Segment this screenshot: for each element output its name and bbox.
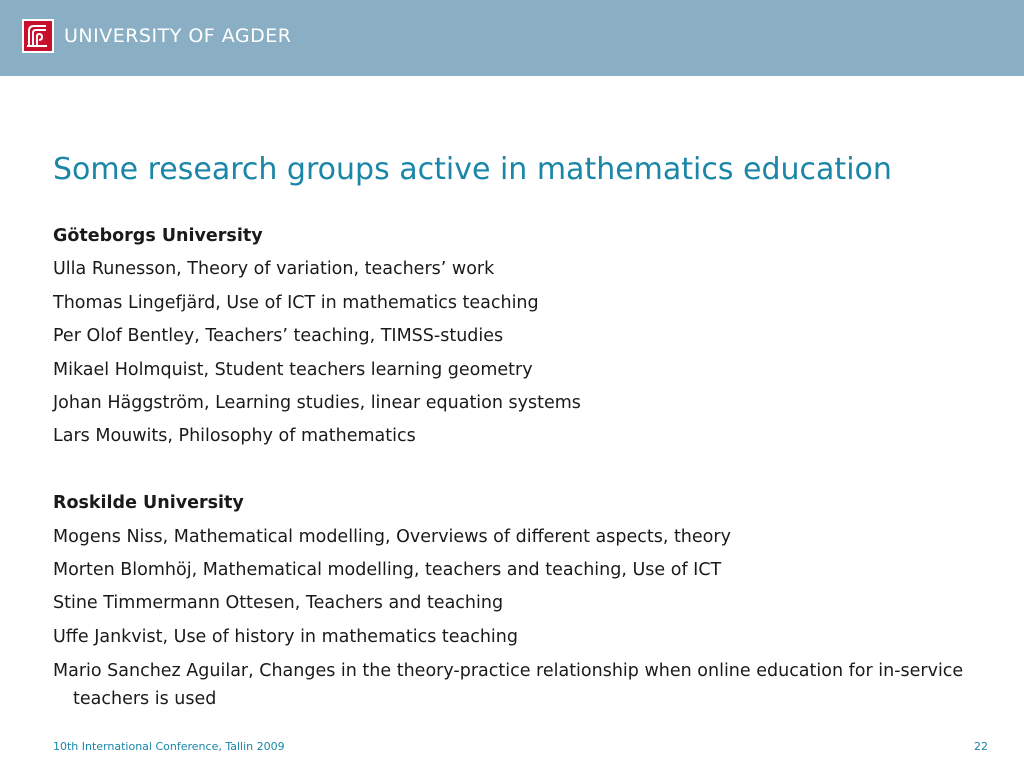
list-item: Lars Mouwits, Philosophy of mathematics — [53, 426, 416, 447]
research-group-goteborg — [53, 220, 1003, 454]
group-heading: Roskilde University — [53, 493, 244, 514]
list-item: Mario Sanchez Aguilar, Changes in the theory-practice relationship when online education for in-service teachers is used — [53, 661, 964, 710]
header-bar — [0, 0, 1024, 76]
university-logo — [22, 19, 292, 53]
list-item: Per Olof Bentley, Teachers’ teaching, TIMSS-studies — [53, 326, 504, 347]
footer-conference: 10th International Conference, Tallin 2009 — [53, 740, 285, 753]
list-item: Morten Blomhöj, Mathematical modelling, teachers and teaching, Use of ICT — [53, 560, 722, 581]
university-emblem-icon — [22, 19, 54, 53]
list-item: Thomas Lingefjärd, Use of ICT in mathematics teaching — [53, 292, 539, 313]
spacer — [53, 454, 1003, 487]
page-number: 22 — [974, 740, 988, 753]
university-name: UNIVERSITY OF AGDER — [64, 25, 292, 47]
group-heading: Göteborgs University — [53, 226, 263, 246]
list-item: Uffe Jankvist, Use of history in mathematics teaching — [53, 626, 518, 647]
list-item: Mogens Niss, Mathematical modelling, Overviews of different aspects, theory — [53, 526, 731, 547]
slide-content — [53, 220, 1003, 713]
list-item: Ulla Runesson, Theory of variation, teachers’ work — [53, 259, 495, 280]
list-item: Johan Häggström, Learning studies, linear equation systems — [53, 393, 581, 414]
research-group-roskilde — [53, 487, 1003, 713]
list-item: Mikael Holmquist, Student teachers learning geometry — [53, 359, 533, 380]
slide-title: Some research groups active in mathematics education — [53, 152, 892, 187]
list-item: Stine Timmermann Ottesen, Teachers and teaching — [53, 593, 504, 614]
